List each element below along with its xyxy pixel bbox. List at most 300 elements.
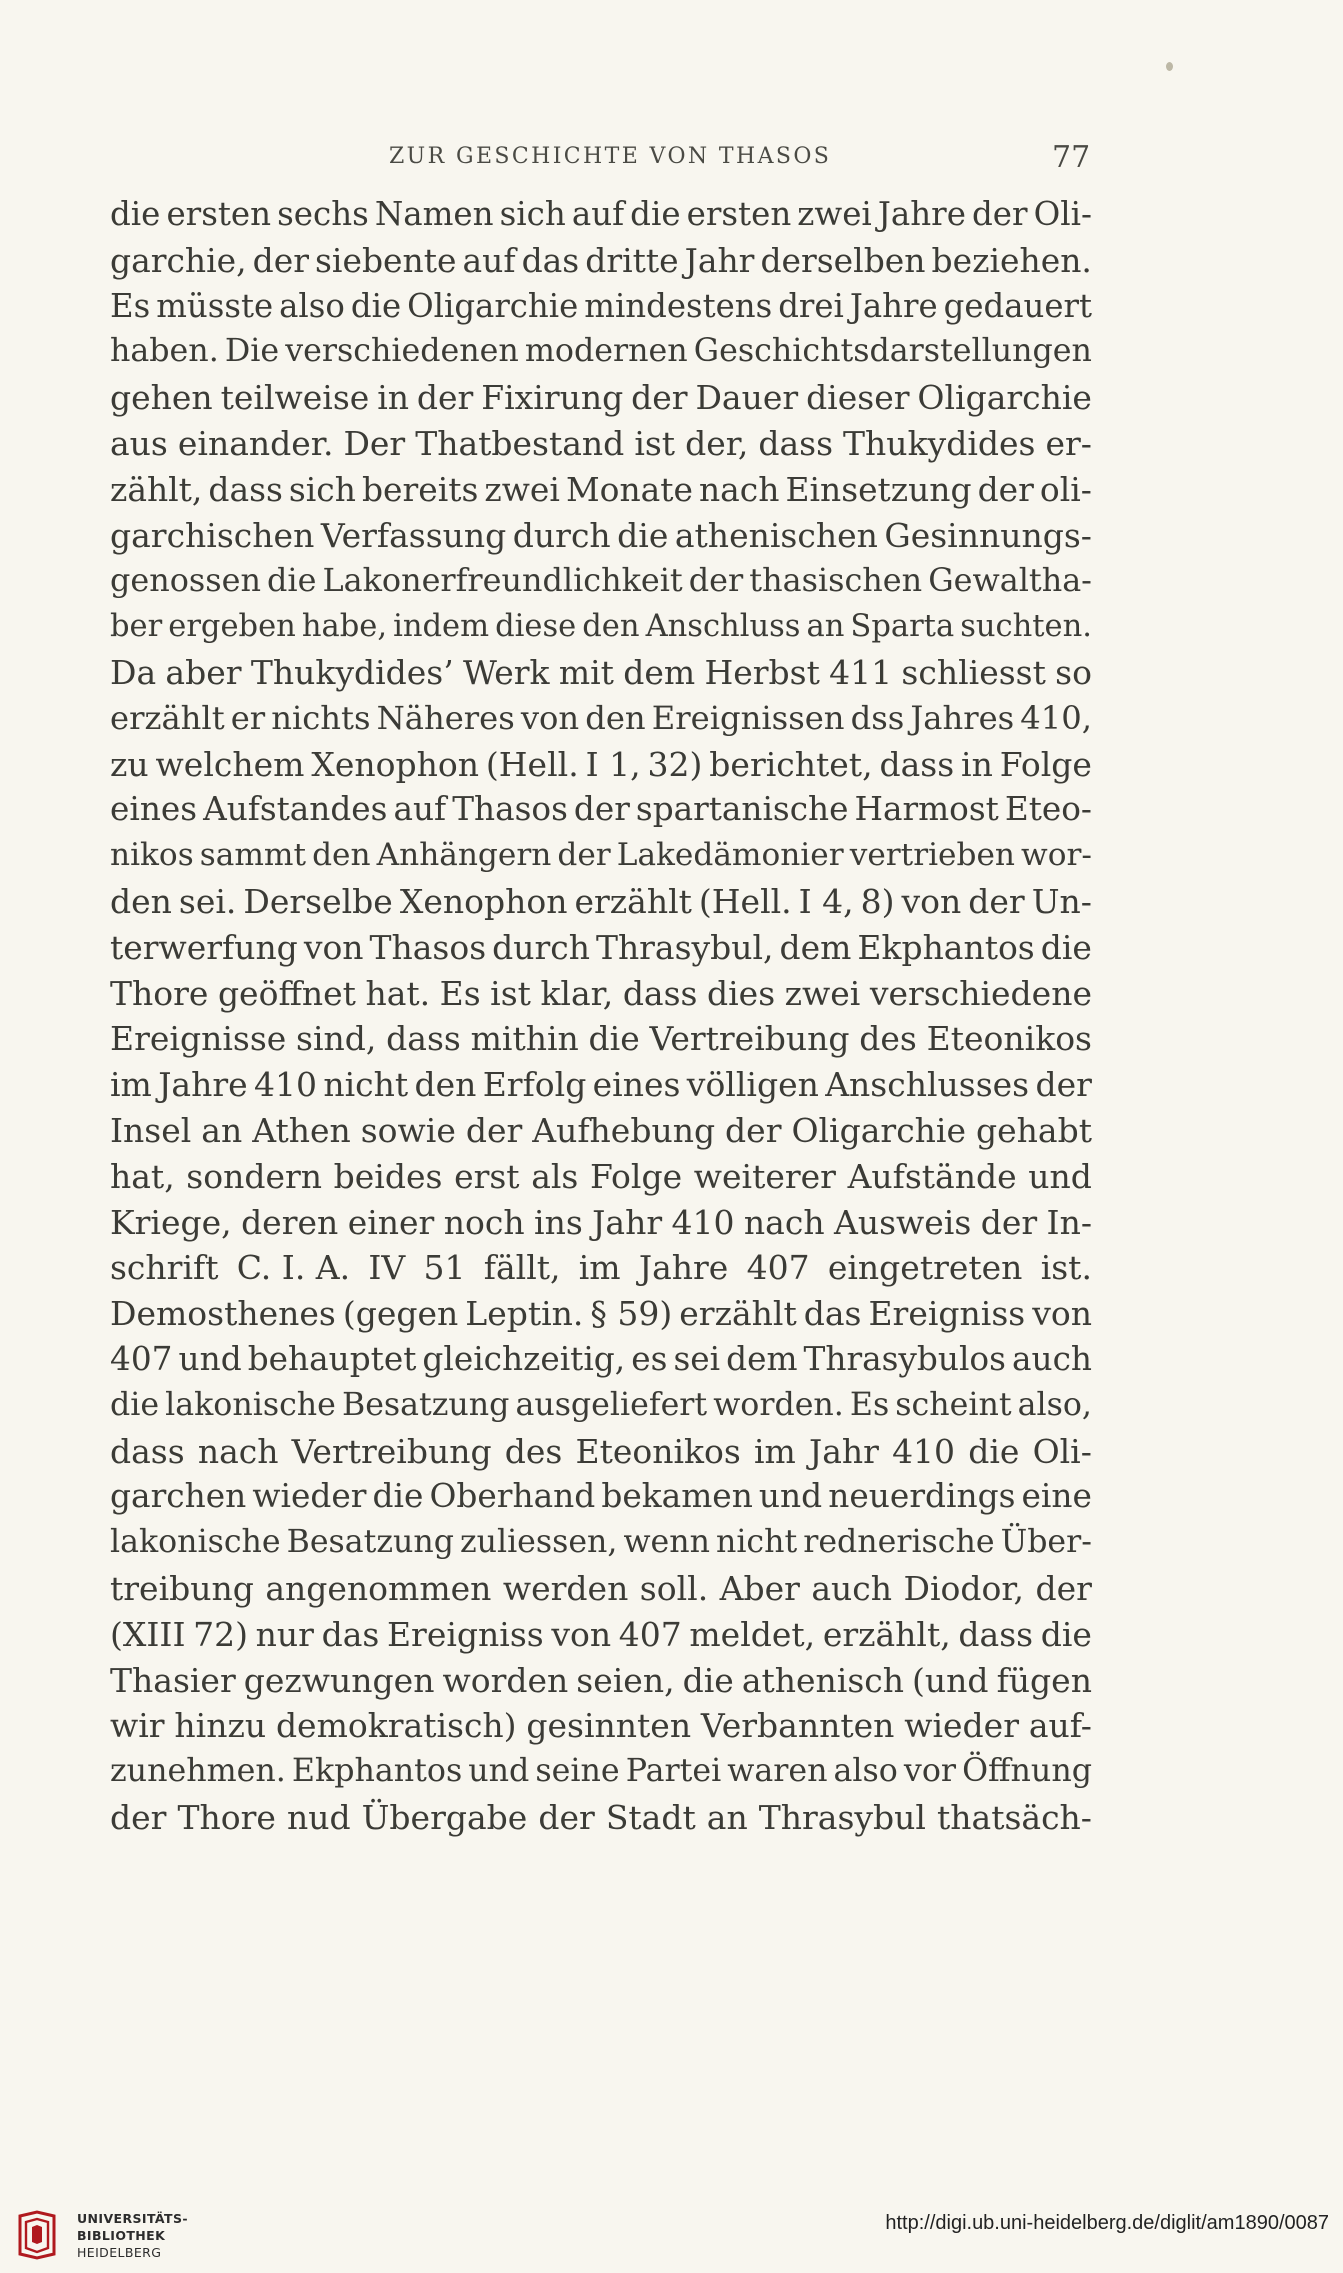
- word: wor-: [1021, 837, 1092, 874]
- word: Jahres: [910, 698, 1015, 737]
- word: In-: [1046, 1202, 1092, 1242]
- word: vertrieben: [849, 837, 1015, 874]
- word: suchten.: [960, 609, 1092, 645]
- word: thasischen: [749, 561, 923, 600]
- word: gesinnten: [526, 1706, 692, 1746]
- word: IV: [368, 1248, 406, 1288]
- word: Thasier: [110, 1660, 236, 1700]
- word: der: [977, 469, 1034, 509]
- word: er: [230, 698, 266, 737]
- word: erzählt: [679, 1294, 797, 1334]
- word: hat.: [365, 973, 431, 1013]
- word: von: [551, 1614, 612, 1654]
- word: Jahr: [592, 1202, 663, 1242]
- text-line: [110, 558, 1092, 604]
- word: dass: [758, 423, 834, 463]
- word: die: [267, 561, 317, 600]
- text-line: [110, 650, 1092, 696]
- word: ersten: [686, 195, 792, 233]
- text-line: [110, 238, 1092, 284]
- text-line: [110, 1291, 1092, 1337]
- word: fügen: [996, 1660, 1092, 1700]
- word: durch: [492, 927, 590, 967]
- word: Es: [439, 973, 481, 1013]
- word: zu: [110, 744, 149, 784]
- word: neuerdings: [828, 1477, 1016, 1516]
- text-line: [110, 1245, 1092, 1291]
- word: verschiedenen: [285, 333, 519, 370]
- word: der: [968, 881, 1025, 921]
- word: vor: [903, 1753, 957, 1790]
- word: (gegen: [342, 1294, 459, 1334]
- word: Aufhebung: [532, 1110, 716, 1150]
- word: Es: [849, 1386, 890, 1423]
- word: Die: [224, 333, 280, 370]
- word: Ereignisse: [110, 1019, 287, 1059]
- word: zwei: [784, 973, 861, 1013]
- word: Oberhand: [429, 1477, 596, 1516]
- word: Anhängern: [376, 837, 552, 874]
- word: Oli-: [1032, 1431, 1092, 1471]
- word: ausgeliefert: [515, 1386, 708, 1423]
- page-number: 77: [1052, 140, 1091, 175]
- word: Thrasybulos: [803, 1339, 1006, 1378]
- word: auf: [393, 790, 447, 829]
- institution-line-1: UNIVERSITÄTS-: [77, 2211, 188, 2226]
- word: Thrasybul: [758, 1797, 926, 1837]
- word: die: [617, 515, 669, 555]
- word: an: [706, 1797, 748, 1837]
- word: gehen: [110, 378, 213, 418]
- word: schrift: [110, 1248, 219, 1288]
- word: Oli-: [1033, 195, 1092, 233]
- word: der: [1035, 1568, 1092, 1608]
- word: ber: [110, 609, 163, 645]
- word: der: [538, 1797, 595, 1837]
- word: nicht: [323, 1065, 409, 1105]
- word: auch: [811, 1568, 893, 1608]
- word: erzählt: [110, 698, 225, 737]
- word: das: [803, 1294, 862, 1334]
- word: eines: [592, 1065, 681, 1105]
- text-line: [110, 742, 1092, 788]
- word: der,: [685, 423, 749, 463]
- source-url-link[interactable]: http://digi.ub.uni-heidelberg.de/diglit/am1890/0087: [885, 2212, 1329, 2234]
- word: oli-: [1039, 469, 1092, 509]
- word: Jahre: [877, 195, 966, 233]
- text-line: [110, 284, 1092, 330]
- word: einer: [347, 1202, 435, 1242]
- word: 8): [860, 881, 895, 921]
- word: garchischen: [110, 515, 315, 555]
- word: der: [465, 1110, 523, 1150]
- word: Näheres: [376, 698, 515, 737]
- word: Es: [110, 286, 151, 325]
- institution-line-3: HEIDELBERG: [77, 2245, 162, 2260]
- word: lakonische: [165, 1386, 336, 1423]
- word: des: [504, 1431, 563, 1471]
- word: müsste: [156, 286, 274, 325]
- word: Thore: [177, 1797, 276, 1837]
- word: Lakedämonier: [616, 837, 844, 874]
- word: klar,: [540, 973, 614, 1013]
- text-line: [110, 1429, 1092, 1475]
- word: Jahre: [849, 286, 938, 325]
- word: ist.: [1040, 1248, 1092, 1288]
- word: gehabt: [975, 1110, 1092, 1150]
- word: sechs: [277, 195, 369, 233]
- word: ist: [490, 973, 531, 1013]
- word: die: [588, 1019, 640, 1059]
- text-line: [110, 513, 1092, 559]
- word: der: [573, 790, 630, 829]
- word: Werk: [463, 652, 550, 692]
- word: nud: [286, 1797, 351, 1837]
- word: ins: [534, 1202, 583, 1242]
- word: 407: [618, 1614, 682, 1654]
- word: I 4,: [798, 881, 854, 921]
- word: Lakonerfreundlichkeit: [322, 561, 683, 600]
- word: wenn: [623, 1524, 710, 1561]
- word: erzählt,: [822, 1614, 951, 1654]
- word: der: [688, 561, 744, 600]
- word: wieder: [904, 1706, 1019, 1746]
- word: habe,: [301, 609, 388, 645]
- word: Ausweis: [834, 1202, 972, 1242]
- word: Gewaltha-: [928, 561, 1092, 600]
- word: die: [1040, 1614, 1092, 1654]
- word: hinzu: [174, 1706, 267, 1746]
- word: der: [252, 240, 309, 280]
- word: (Hell.: [485, 744, 579, 784]
- word: Eteonikos: [575, 1431, 741, 1471]
- word: auf: [571, 195, 625, 233]
- word: nach: [197, 1431, 279, 1471]
- text-line: [110, 1703, 1092, 1749]
- word: berichtet,: [709, 744, 873, 784]
- word: dss: [850, 698, 905, 737]
- word: Anschlusses: [825, 1065, 1030, 1105]
- word: 410,: [1020, 698, 1092, 737]
- word: dieser: [806, 378, 910, 418]
- word: mithin: [470, 1019, 579, 1059]
- word: wir: [110, 1706, 165, 1746]
- word: dass: [110, 1431, 185, 1471]
- word: dritte: [585, 240, 679, 280]
- word: 410: [892, 1431, 956, 1471]
- word: sei.: [178, 881, 237, 921]
- word: des: [859, 1019, 917, 1059]
- word: Da: [110, 652, 157, 692]
- word: (Hell.: [698, 881, 792, 921]
- word: 411: [829, 652, 893, 692]
- word: dass: [208, 469, 283, 509]
- word: I 1,: [585, 744, 641, 784]
- word: Un-: [1031, 881, 1092, 921]
- word: sich: [288, 469, 356, 509]
- word: völligen: [686, 1065, 819, 1105]
- footer: [0, 2210, 1343, 2273]
- word: Eteo-: [1004, 790, 1092, 829]
- text-line: [110, 604, 1092, 650]
- word: Thasos: [369, 927, 487, 967]
- word: seien,: [576, 1660, 675, 1700]
- word: Besatzung: [341, 1386, 510, 1423]
- text-line: [110, 879, 1092, 925]
- word: sondern: [186, 1156, 323, 1196]
- word: der: [416, 378, 474, 418]
- word: gedauert: [943, 286, 1092, 325]
- word: (und: [912, 1660, 989, 1700]
- word: bereits: [361, 469, 479, 509]
- word: den: [585, 698, 646, 737]
- word: teilweise: [220, 378, 370, 418]
- text-line: [110, 1062, 1092, 1108]
- text-line: [110, 833, 1092, 879]
- word: der: [631, 378, 688, 418]
- word: Thukydides’: [250, 652, 454, 692]
- word: garchen: [110, 1477, 247, 1516]
- word: nicht: [715, 1524, 798, 1561]
- word: lakonische: [110, 1524, 281, 1561]
- word: Oligarchie: [407, 286, 579, 325]
- word: 32): [647, 744, 703, 784]
- word: verschiedene: [869, 973, 1092, 1013]
- word: der: [1035, 1065, 1092, 1105]
- word: beziehen.: [931, 240, 1092, 280]
- word: C. I. A.: [236, 1248, 351, 1288]
- word: Insel: [110, 1110, 192, 1150]
- word: er-: [1045, 423, 1092, 463]
- word: Demosthenes: [110, 1294, 336, 1334]
- word: deren: [241, 1202, 339, 1242]
- word: in: [377, 378, 409, 418]
- text-line: [110, 1658, 1092, 1704]
- word: scheint: [895, 1386, 1012, 1423]
- word: mindestens: [584, 286, 773, 325]
- word: Thrasybul,: [595, 927, 774, 967]
- word: Folge: [999, 744, 1092, 784]
- word: 410: [671, 1202, 735, 1242]
- word: Ereigniss: [386, 1614, 544, 1654]
- paper-speck: [1166, 62, 1173, 71]
- word: Ereigniss: [868, 1294, 1026, 1334]
- word: fällt,: [483, 1248, 561, 1288]
- word: 410: [253, 1065, 317, 1105]
- word: rednerische: [803, 1524, 995, 1561]
- word: weiterer: [693, 1156, 836, 1196]
- word: Ereignissen: [651, 698, 845, 737]
- word: athenisch: [741, 1660, 905, 1700]
- word: mit: [558, 652, 614, 692]
- institution-name: [77, 2210, 188, 2261]
- word: den: [414, 1065, 477, 1105]
- word: demokratisch): [275, 1706, 517, 1746]
- word: (XIII: [110, 1614, 186, 1654]
- word: Öffnung: [962, 1753, 1092, 1790]
- text-line: [110, 1200, 1092, 1246]
- word: Derselbe: [243, 881, 393, 921]
- word: gezwungen: [243, 1660, 435, 1700]
- word: einander.: [177, 423, 334, 463]
- word: Diodor,: [903, 1568, 1025, 1608]
- word: Jahr: [684, 240, 755, 280]
- word: sammt: [199, 837, 306, 874]
- word: ergeben: [168, 609, 296, 645]
- word: von: [901, 881, 962, 921]
- word: und: [468, 1753, 530, 1790]
- word: Namen: [374, 195, 494, 233]
- word: Der: [343, 423, 406, 463]
- word: Athen: [252, 1110, 351, 1150]
- word: Verbannten: [700, 1706, 895, 1746]
- word: Dauer: [695, 378, 799, 418]
- running-title: ZUR GESCHICHTE VON THASOS: [389, 144, 832, 169]
- running-header: [0, 140, 1343, 180]
- word: den: [110, 881, 172, 921]
- word: Partei: [625, 1753, 722, 1790]
- word: worden: [442, 1660, 569, 1700]
- word: ist: [634, 423, 676, 463]
- text-line: [110, 1520, 1092, 1566]
- word: Thukydides: [843, 423, 1036, 463]
- word: treibung: [110, 1568, 254, 1608]
- word: zählt,: [110, 469, 203, 509]
- word: die: [110, 1386, 160, 1423]
- word: Xenophon: [399, 881, 568, 921]
- word: dass: [958, 1614, 1034, 1654]
- word: eines: [110, 790, 198, 829]
- word: Aufstandes: [203, 790, 388, 829]
- word: so: [1055, 652, 1092, 692]
- word: Fixirung: [481, 378, 624, 418]
- word: Vertreibung: [291, 1431, 492, 1471]
- word: siebente: [315, 240, 457, 280]
- word: 407: [110, 1339, 173, 1378]
- word: die: [110, 195, 161, 233]
- word: sowie: [360, 1110, 456, 1150]
- word: seine: [535, 1753, 620, 1790]
- word: die: [1040, 927, 1092, 967]
- word: nach: [698, 469, 780, 509]
- word: werden: [502, 1568, 629, 1608]
- word: sei: [673, 1339, 721, 1378]
- word: geöffnet: [217, 973, 356, 1013]
- word: modernen: [524, 333, 688, 370]
- word: die: [968, 1431, 1020, 1471]
- word: drei: [778, 286, 844, 325]
- word: thatsäch-: [937, 1797, 1092, 1837]
- word: behauptet: [247, 1339, 417, 1378]
- word: welchem: [155, 744, 305, 784]
- text-line: [110, 329, 1092, 375]
- word: das: [521, 240, 580, 280]
- word: Jahre: [158, 1065, 248, 1105]
- text-line: [110, 925, 1092, 971]
- text-line: [110, 192, 1092, 238]
- word: Thore: [110, 973, 209, 1013]
- word: nichts: [271, 698, 371, 737]
- word: beides: [333, 1156, 443, 1196]
- word: Über-: [1000, 1524, 1092, 1561]
- word: im: [578, 1248, 621, 1288]
- word: 407: [746, 1248, 810, 1288]
- word: Aber: [719, 1568, 800, 1608]
- word: dass: [386, 1019, 461, 1059]
- word: athenischen: [674, 515, 878, 555]
- text-line: [110, 1749, 1092, 1795]
- word: Aufstände: [847, 1156, 1017, 1196]
- word: Gesinnungs-: [884, 515, 1092, 555]
- word: von: [1032, 1294, 1092, 1334]
- word: dem: [779, 927, 852, 967]
- word: eingetreten: [827, 1248, 1023, 1288]
- word: sich: [499, 195, 566, 233]
- text-line: [110, 1108, 1092, 1154]
- word: der: [971, 195, 1028, 233]
- word: waren: [727, 1753, 828, 1790]
- word: nach: [743, 1202, 825, 1242]
- word: hat,: [110, 1156, 175, 1196]
- word: Besatzung: [286, 1524, 454, 1561]
- word: es: [631, 1339, 668, 1378]
- word: spartanische: [635, 790, 849, 829]
- word: den: [312, 837, 371, 874]
- word: Jahre: [638, 1248, 729, 1288]
- word: das: [321, 1614, 380, 1654]
- text-line: [110, 787, 1092, 833]
- word: Thatbestand: [415, 423, 625, 463]
- word: die: [630, 195, 681, 233]
- word: Eteonikos: [926, 1019, 1092, 1059]
- word: 51: [423, 1248, 466, 1288]
- word: Erfolg: [482, 1065, 587, 1105]
- word: 72): [193, 1614, 248, 1654]
- word: als: [531, 1156, 579, 1196]
- word: dem: [726, 1339, 798, 1378]
- word: also: [279, 286, 345, 325]
- word: die: [372, 1477, 424, 1516]
- word: von: [303, 927, 364, 967]
- word: dies: [706, 973, 776, 1013]
- word: wieder: [252, 1477, 367, 1516]
- word: auf: [462, 240, 516, 280]
- word: diese: [495, 609, 577, 645]
- word: gleichzeitig,: [422, 1339, 626, 1378]
- text-line: [110, 1612, 1092, 1658]
- word: die: [682, 1660, 734, 1700]
- text-line: [110, 1016, 1092, 1062]
- text-line: [110, 971, 1092, 1017]
- word: garchie,: [110, 240, 247, 280]
- word: der: [725, 1110, 782, 1150]
- word: Vertreibung: [649, 1019, 850, 1059]
- word: auf-: [1028, 1706, 1092, 1746]
- word: dass: [622, 973, 698, 1013]
- institution-line-2: BIBLIOTHEK: [77, 2228, 166, 2243]
- word: der: [110, 1797, 167, 1837]
- text-line: [110, 467, 1092, 513]
- word: Folge: [589, 1156, 683, 1196]
- word: Anschluss: [645, 609, 801, 645]
- word: durch: [512, 515, 611, 555]
- word: dem: [623, 652, 696, 692]
- text-line: [110, 375, 1092, 421]
- word: an: [806, 609, 845, 645]
- word: aber: [165, 652, 242, 692]
- word: zuliessen,: [459, 1524, 618, 1561]
- word: haben.: [110, 333, 219, 370]
